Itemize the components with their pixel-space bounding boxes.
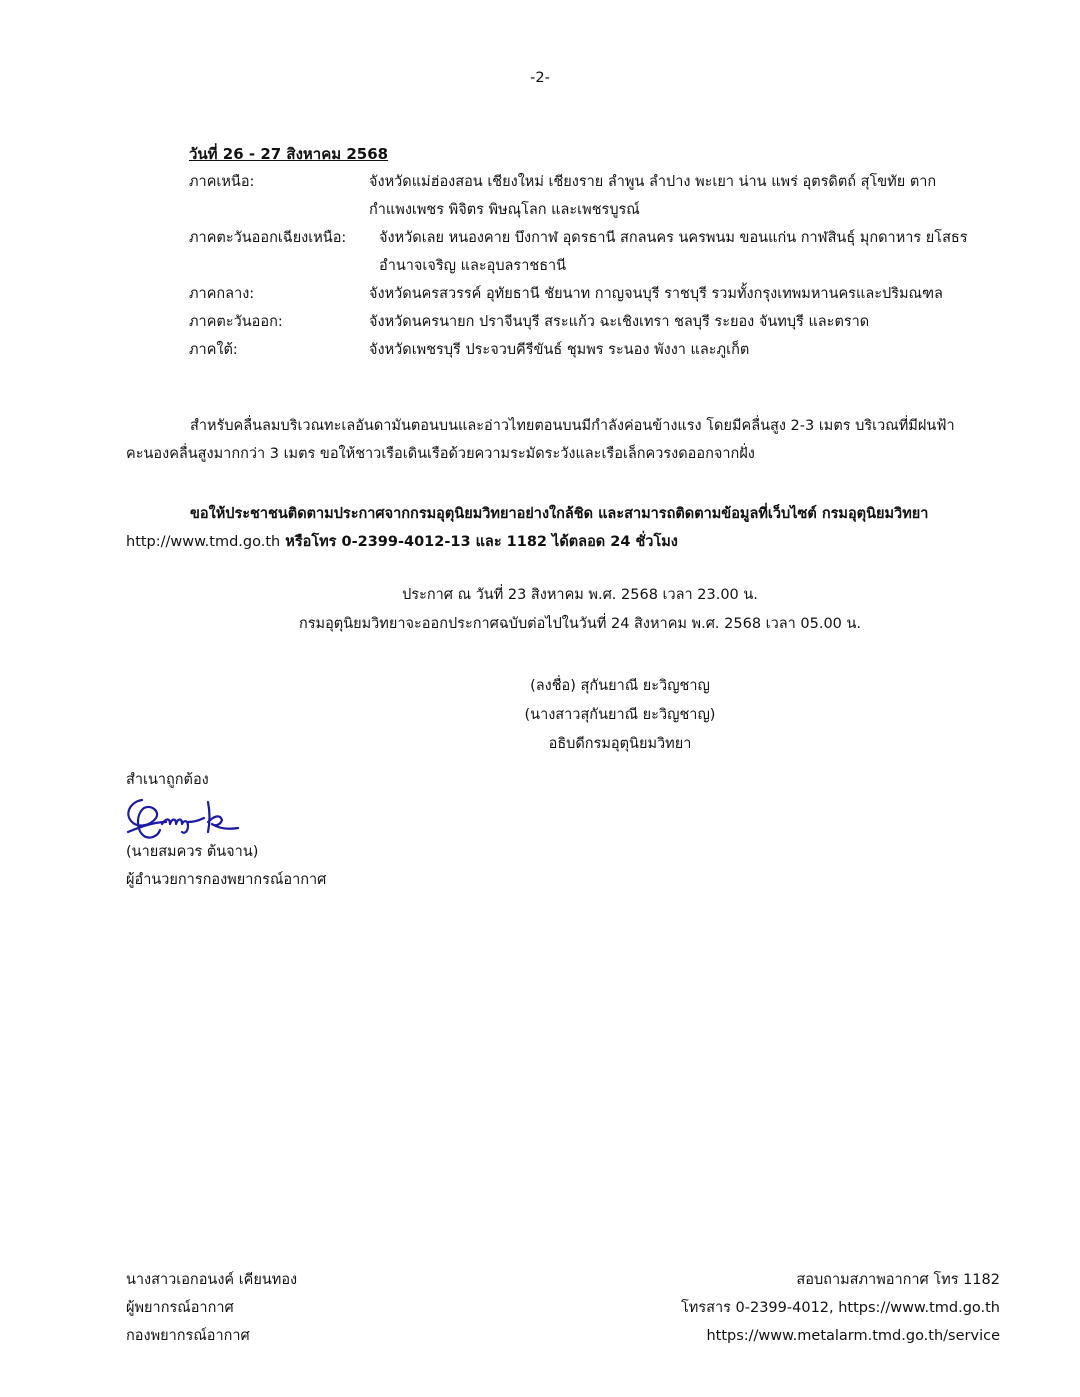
certified-copy-block [126, 766, 326, 894]
footer-service-link[interactable]: https://www.metalarm.tmd.go.th/service [706, 1328, 1000, 1344]
region-name: ภาคตะวันออก: [189, 314, 283, 330]
certified-copy-position: ผู้อำนวยการกองพยากรณ์อากาศ [126, 872, 327, 888]
handwritten-signature [122, 792, 242, 844]
signatory-full-name: (นางสาวสุกันยาณี ยะวิญชาญ) [524, 707, 716, 723]
issued-line: ประกาศ ณ วันที่ 23 สิงหาคม พ.ศ. 2568 เวลา 23.00 น. [402, 587, 758, 603]
footer-right [681, 1266, 1000, 1350]
certified-copy-label: สำเนาถูกต้อง [126, 772, 209, 788]
signatory-block [400, 672, 840, 759]
region-provinces: จังหวัดนครสวรรค์ อุทัยธานี ชัยนาท กาญจนบุรี ราชบุรี รวมทั้งกรุงเทพมหานครและปริมณฑล [369, 286, 943, 302]
region-row-central [189, 280, 989, 308]
footer-inquiry: สอบถามสภาพอากาศ โทร 1182 [796, 1272, 1000, 1288]
next-announcement-line: กรมอุตุนิยมวิทยาจะออกประกาศฉบับต่อไปในวันที่ 24 สิงหาคม พ.ศ. 2568 เวลา 05.00 น. [298, 616, 862, 632]
follow-url[interactable]: http://www.tmd.go.th [126, 534, 281, 550]
regions-list [189, 168, 989, 364]
signatory-signed: (ลงชื่อ) สุกันยาณี ยะวิญชาญ [530, 678, 710, 694]
region-provinces: จังหวัดเพชรบุรี ประจวบคีรีขันธ์ ชุมพร ระนอง พังงา และภูเก็ต [369, 342, 750, 358]
footer-left [126, 1266, 297, 1350]
footer-role: ผู้พยากรณ์อากาศ [126, 1300, 234, 1316]
region-provinces: จังหวัดเลย หนองคาย บึงกาฬ อุดรธานี สกลนคร นครพนม ขอนแก่น กาฬสินธุ์ มุกดาหาร ยโสธร อำนาจเจริญ และอุบลราชธานี [379, 230, 968, 274]
region-name: ภาคเหนือ: [189, 174, 255, 190]
region-name: ภาคตะวันออกเฉียงเหนือ: [189, 230, 347, 246]
region-row-northeast [189, 224, 989, 280]
region-provinces: จังหวัดนครนายก ปราจีนบุรี สระแก้ว ฉะเชิงเทรา ชลบุรี ระยอง จันทบุรี และตราด [369, 314, 870, 330]
page-number: -2- [530, 70, 550, 86]
follow-text-1: ขอให้ประชาชนติดตามประกาศจากกรมอุตุนิยมวิทยาอย่างใกล้ชิด และสามารถติดตามข้อมูลที่เว็บไซต์ กรมอุตุนิยมวิทยา [190, 506, 929, 522]
certified-copy-name: (นายสมควร ต้นจาน) [126, 844, 259, 860]
follow-text-2: หรือโทร 0-2399-4012-13 และ 1182 ได้ตลอด 24 ชั่วโมง [280, 534, 678, 550]
footer-division: กองพยากรณ์อากาศ [126, 1328, 250, 1344]
region-row-east [189, 308, 989, 336]
region-name: ภาคใต้: [189, 342, 238, 358]
footer-fax: โทรสาร 0-2399-4012, https://www.tmd.go.th [681, 1300, 1000, 1316]
paragraph-follow [126, 500, 986, 556]
region-row-south [189, 336, 989, 364]
date-heading: วันที่ 26 - 27 สิงหาคม 2568 [189, 145, 389, 163]
paragraph-waves: สำหรับคลื่นลมบริเวณทะเลอันดามันตอนบนและอ่าวไทยตอนบนมีกำลังค่อนข้างแรง โดยมีคลื่นสูง 2-3 เมตร บริเวณที่มีฝนฟ้าคะนองคลื่นสูงมากกว่า 3 เมตร ขอให้ชาวเรือเดินเรือด้วยความระมัดระวังและเรือเล็กควรงดออกจากฝั่ง [126, 418, 955, 462]
footer-forecaster: นางสาวเอกอนงค์ เคียนทอง [126, 1272, 298, 1288]
region-provinces: จังหวัดแม่ฮ่องสอน เชียงใหม่ เชียงราย ลำพูน ลำปาง พะเยา น่าน แพร่ อุตรดิตถ์ สุโขทัย ตาก กำแพงเพชร พิจิตร พิษณุโลก และเพชรบูรณ์ [369, 174, 937, 218]
region-name: ภาคกลาง: [189, 286, 255, 302]
region-row-north [189, 168, 989, 224]
signatory-position: อธิบดีกรมอุตุนิยมวิทยา [548, 736, 692, 752]
